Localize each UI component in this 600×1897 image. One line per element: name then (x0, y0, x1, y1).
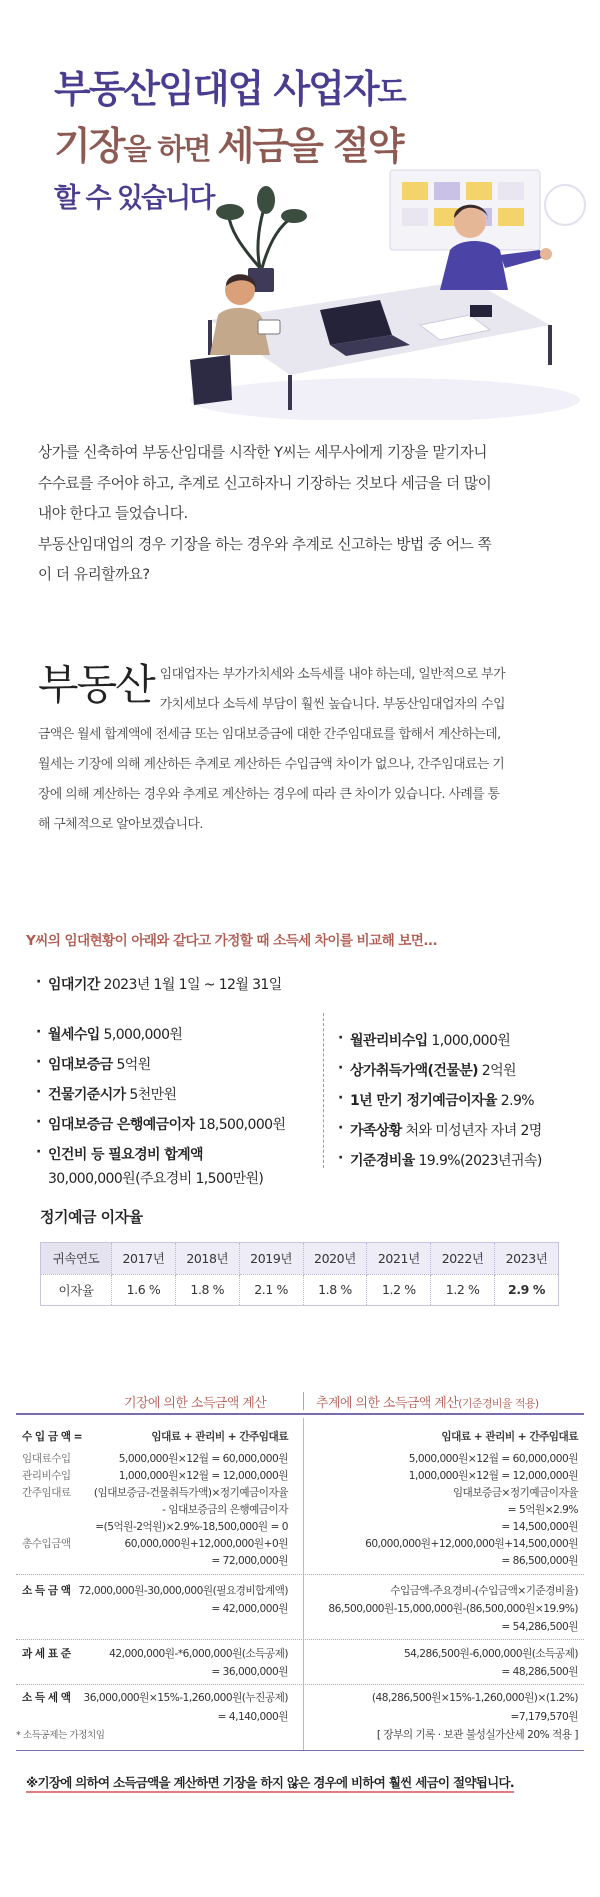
intro-line: 이 더 유리할까요? (38, 566, 150, 583)
column-header-divider (303, 1392, 304, 1410)
rate-table-value-row (41, 1274, 559, 1306)
condition-item: · 기준경비율 19.9%(2023년귀속) (350, 1150, 542, 1170)
hero-title-keyword-bookkeeping: 기장 (54, 124, 124, 168)
revenue-label: 수 입 금 액 = (22, 1431, 83, 1443)
intro-line: 부동산임대업의 경우 기장을 하는 경우와 추계로 신고하는 방법 중 어느 쪽 (38, 535, 492, 553)
left-tax-result: = 4,140,000원 (217, 1711, 288, 1723)
left-deemed-calc: (임대보증금-건물취득가액)×정기예금이자율 (93, 1487, 288, 1499)
right-total-result: = 86,500,000원 (501, 1555, 578, 1567)
deemed-rent-label: 간주임대료 (22, 1487, 71, 1499)
intro-line: 상가를 신축하여 부동산임대를 시작한 Y씨는 세무사에게 기장을 맡기자니 (38, 444, 488, 461)
rate-header-cell: 2023년 (495, 1243, 559, 1275)
left-tax-base-calc: 42,000,000원-*6,000,000원(소득공제) (109, 1648, 288, 1660)
right-deemed-calc: 임대보증금×정기예금이자율 (452, 1487, 578, 1499)
bookkeeping-column-header: 기장에 의한 소득금액 계산 (124, 1396, 267, 1411)
condition-item: · 1년 만기 정기예금이자율 2.9% (350, 1090, 534, 1110)
article-line: 임대업자는 부가가치세와 소득세를 내야 하는데, 일반적으로 부가 (159, 667, 505, 682)
tax-base-label: 과 세 표 준 (22, 1648, 71, 1660)
right-tax-base-result: = 48,286,500원 (501, 1666, 578, 1678)
interest-rate-table (40, 1242, 559, 1306)
table-top-rule (16, 1413, 584, 1415)
comparison-title: Y씨의 임대현황이 아래와 같다고 가정할 때 소득세 차이를 비교해 보면... (26, 933, 438, 949)
intro-line: 수수료를 주어야 하고, 추계로 신고하자니 기장하는 것보다 세금을 더 많이 (38, 474, 492, 492)
conclusion-text: ※기장에 의하여 소득금액을 계산하면 기장을 하지 않은 경우에 비하여 훨씬 세금이 절약됩니다. (26, 1775, 514, 1793)
revenue-formula-right: 임대료 + 관리비 + 간주임대료 (441, 1431, 578, 1443)
footnote: * 소득공제는 가정치임 (16, 1730, 105, 1741)
income-label: 소 득 금 액 (22, 1585, 71, 1597)
condition-item: · 가족상황 처와 미성년자 자녀 2명 (350, 1120, 542, 1140)
rate-value-cell: 1.2 % (431, 1274, 495, 1306)
hero-title-keyword-tax: 세금을 절약 (217, 124, 403, 168)
rate-header-cell: 2021년 (367, 1243, 431, 1275)
rate-header-cell: 2022년 (431, 1243, 495, 1275)
rate-value-cell: 1.8 % (303, 1274, 367, 1306)
row-divider (16, 1639, 584, 1640)
condition-item: · 인건비 등 필요경비 합계액 (48, 1144, 203, 1164)
rate-value-cell: 1.6 % (112, 1274, 176, 1306)
condition-item: · 월세수입 5,000,000원 (48, 1024, 182, 1044)
mgmt-fee-label: 관리비수입 (22, 1470, 71, 1482)
drop-cap: 부동산 (38, 660, 154, 709)
hero-title-line1 (54, 58, 405, 113)
right-total-calc: 60,000,000원+12,000,000원+14,500,000원 (365, 1538, 578, 1550)
left-rent-calc: 5,000,000원×12월 = 60,000,000원 (118, 1453, 288, 1465)
estimate-column-header: 추계에 의한 소득금액 계산(기준경비율 적용) (316, 1396, 539, 1411)
right-tax-calc: (48,286,500원×15%-1,260,000원)×(1.2%) (371, 1692, 578, 1704)
row-divider (16, 1684, 584, 1685)
income-tax-label: 소 득 세 액 (22, 1692, 71, 1704)
hero-title-main: 부동산임대업 사업자 (54, 67, 378, 111)
condition-item: · 상가취득가액(건물분) 2억원 (350, 1060, 516, 1080)
hero-title-line3: 할 수 있습니다 (54, 183, 214, 214)
intro-line: 내야 한다고 들었습니다. (38, 505, 188, 522)
right-rent-calc: 5,000,000원×12월 = 60,000,000원 (408, 1453, 578, 1465)
article-line: 가치세보다 소득세 부담이 훨씬 높습니다. 부동산임대업자의 수입 (159, 697, 505, 712)
left-total-calc: 60,000,000원+12,000,000원+0원 (124, 1538, 288, 1550)
condition-item: · 임대보증금 5억원 (48, 1054, 151, 1074)
table-center-line (303, 1418, 304, 1750)
rate-table-header-row (41, 1243, 559, 1275)
right-income-calc: 86,500,000원-15,000,000원-(86,500,000원×19.9%) (328, 1603, 578, 1615)
left-income-calc: 72,000,000원-30,000,000원(필요경비합계액) (78, 1585, 288, 1597)
rate-header-cell: 2019년 (239, 1243, 303, 1275)
condition-item: · 건물기준시가 5천만원 (48, 1084, 176, 1104)
right-tax-result: =7,179,570원 (510, 1711, 578, 1723)
right-tax-base-calc: 54,286,500원-6,000,000원(소득공제) (403, 1648, 578, 1660)
row-divider (16, 1574, 584, 1575)
hero-title-tail: 도 (377, 75, 405, 110)
left-deemed-calc: =(5억원-2억원)×2.9%-18,500,000원 = 0 (95, 1521, 288, 1533)
office-illustration (170, 150, 600, 420)
left-income-result: = 42,000,000원 (211, 1603, 288, 1615)
rate-value-cell: 1.2 % (367, 1274, 431, 1306)
left-mgmt-calc: 1,000,000원×12월 = 12,000,000원 (118, 1470, 288, 1482)
article-body (38, 660, 568, 840)
rate-table-title: 정기예금 이자율 (40, 1208, 143, 1226)
article-line: 해 구체적으로 알아보겠습니다. (38, 817, 203, 832)
rate-value-cell: 1.8 % (175, 1274, 239, 1306)
article-line: 장에 의해 계산하는 경우와 추계로 계산하는 경우에 따라 큰 차이가 있습니다. 사례를 통 (38, 787, 500, 802)
rate-value-cell: 2.1 % (239, 1274, 303, 1306)
penalty-note: [ 장부의 기록 · 보관 불성실가산세 20% 적용 ] (376, 1729, 578, 1741)
revenue-formula-left: 임대료 + 관리비 + 간주임대료 (151, 1431, 288, 1443)
condition-period: · 임대기간 2023년 1월 1일 ~ 12월 31일 (48, 974, 282, 994)
rent-label: 임대료수입 (22, 1453, 71, 1465)
left-tax-base-result: = 36,000,000원 (211, 1666, 288, 1678)
total-revenue-label: 총수입금액 (22, 1538, 71, 1550)
article-line: 월세는 기장에 의해 계산하든 추계로 계산하든 수입금액 차이가 없으나, 간주임대료는 기 (38, 757, 505, 772)
conclusion (26, 1773, 514, 1791)
right-income-result: = 54,286,500원 (501, 1621, 578, 1633)
left-deemed-calc: - 임대보증금의 은행예금이자 (162, 1504, 288, 1516)
condition-item: · 월관리비수입 1,000,000원 (350, 1030, 510, 1050)
hero-title-connector: 을 하면 (123, 132, 218, 166)
rate-value-cell-highlight: 2.9 % (495, 1274, 559, 1306)
article-line: 금액은 월세 합계액에 전세금 또는 임대보증금에 대한 간주임대료를 합해서 계산하는데, (38, 727, 501, 742)
condition-expense-detail: 30,000,000원(주요경비 1,500만원) (48, 1171, 264, 1187)
rate-value-cell: 이자율 (41, 1274, 112, 1306)
conditions-divider (323, 1013, 324, 1168)
rate-header-cell: 2017년 (112, 1243, 176, 1275)
right-income-formula: 수입금액-주요경비-(수입금액×기준경비율) (390, 1585, 578, 1597)
hero-section (0, 0, 600, 420)
right-deemed-calc: = 5억원×2.9% (507, 1504, 578, 1516)
condition-item: · 임대보증금 은행예금이자 18,500,000원 (48, 1114, 285, 1134)
table-bottom-rule (16, 1750, 584, 1751)
intro-paragraph (38, 438, 568, 591)
right-mgmt-calc: 1,000,000원×12월 = 12,000,000원 (408, 1470, 578, 1482)
rate-header-cell: 2018년 (175, 1243, 239, 1275)
rate-header-cell: 2020년 (303, 1243, 367, 1275)
left-total-result: = 72,000,000원 (211, 1555, 288, 1567)
rate-header-cell: 귀속연도 (41, 1243, 112, 1275)
right-deemed-calc: = 14,500,000원 (501, 1521, 578, 1533)
left-tax-calc: 36,000,000원×15%-1,260,000원(누진공제) (83, 1692, 288, 1704)
